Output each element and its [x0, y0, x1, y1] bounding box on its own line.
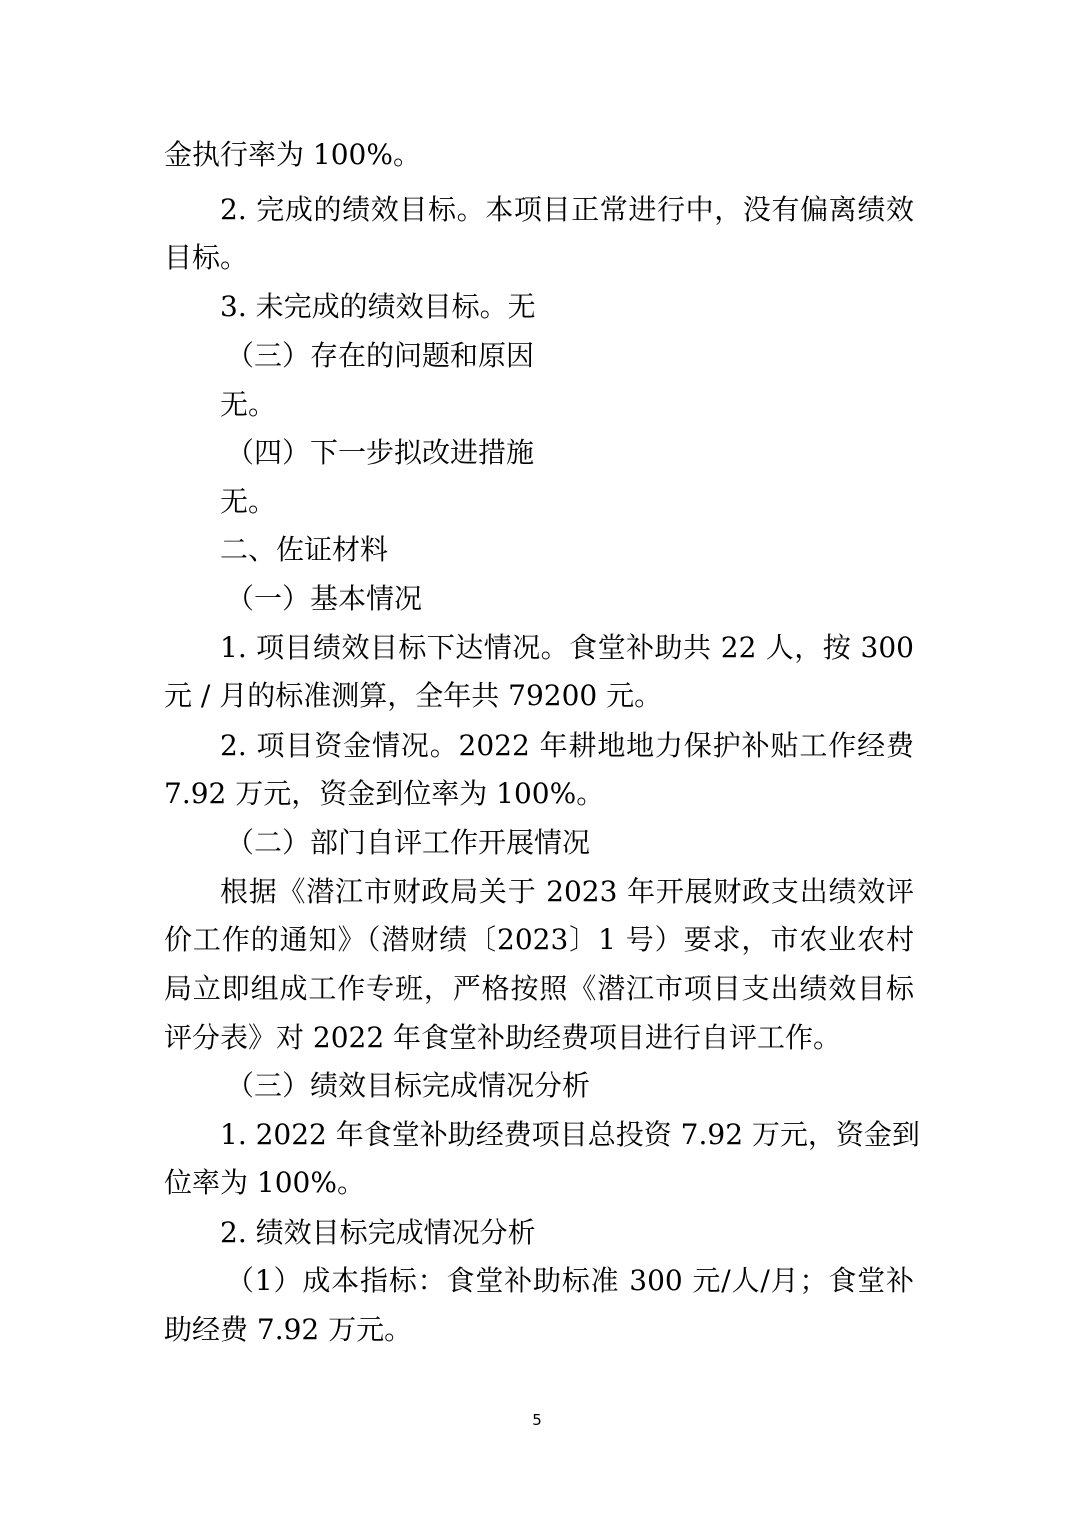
- section-heading: 二、佐证材料: [220, 533, 389, 566]
- text-line: 助经费 7.92 万元。: [164, 1313, 413, 1346]
- section-heading: （四）下一步拟改进措施: [226, 436, 535, 469]
- section-heading: （二）部门自评工作开展情况: [226, 826, 591, 859]
- text-line: 价工作的通知》（潜财绩〔2023〕1 号）要求，市农业农村: [164, 923, 914, 956]
- text-line: 评分表》对 2022 年食堂补助经费项目进行自评工作。: [164, 1021, 842, 1054]
- text-line: 元 / 月的标准测算，全年共 79200 元。: [164, 679, 663, 712]
- text-line: （1）成本指标：食堂补助标准 300 元/人/月；食堂补: [226, 1264, 914, 1297]
- text-line: 7.92 万元，资金到位率为 100%。: [164, 777, 605, 810]
- page-number: 5: [532, 1411, 542, 1429]
- text-line: 2. 项目资金情况。2022 年耕地地力保护补贴工作经费: [220, 729, 914, 762]
- text-line: 无。: [220, 485, 277, 518]
- text-line: 1. 2022 年食堂补助经费项目总投资 7.92 万元，资金到: [220, 1118, 920, 1151]
- text-line: 2. 绩效目标完成情况分析: [220, 1216, 536, 1249]
- text-line: 根据《潜江市财政局关于 2023 年开展财政支出绩效评: [220, 875, 914, 908]
- text-line: 无。: [220, 388, 277, 421]
- section-heading: （三）绩效目标完成情况分析: [226, 1069, 591, 1102]
- text-line: 3. 未完成的绩效目标。无: [220, 290, 536, 323]
- text-line: 2. 完成的绩效目标。本项目正常进行中，没有偏离绩效: [220, 193, 914, 226]
- text-line: 目标。: [164, 241, 249, 274]
- section-heading: （三）存在的问题和原因: [226, 339, 535, 372]
- section-heading: （一）基本情况: [226, 582, 423, 615]
- text-line: 金执行率为 100%。: [164, 138, 421, 171]
- text-line: 局立即组成工作专班，严格按照《潜江市项目支出绩效目标: [164, 972, 914, 1005]
- text-line: 位率为 100%。: [164, 1166, 365, 1199]
- text-line: 1. 项目绩效目标下达情况。食堂补助共 22 人，按 300: [220, 631, 914, 664]
